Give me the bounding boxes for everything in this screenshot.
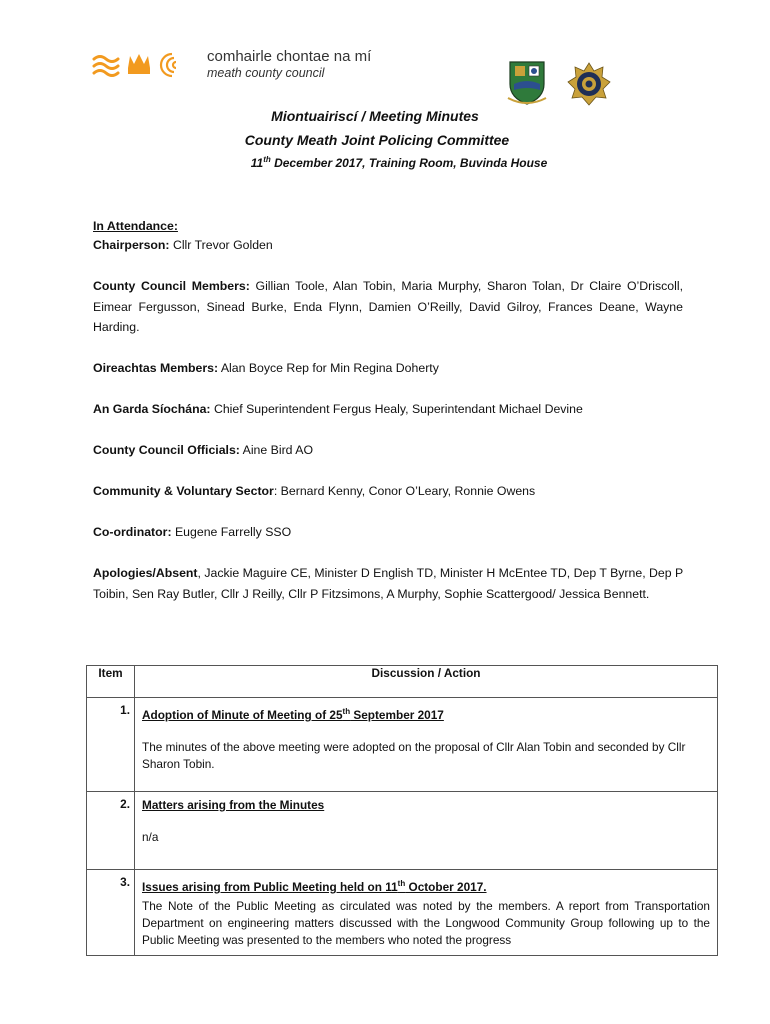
- column-header-discussion: Discussion / Action: [135, 666, 718, 698]
- item-discussion: [135, 870, 718, 956]
- attendance-heading: In Attendance:: [93, 219, 178, 233]
- community-value: : Bernard Kenny, Conor O’Leary, Ronnie Owens: [273, 484, 536, 498]
- item-title-sup: th: [397, 879, 406, 888]
- item-title: [142, 797, 710, 814]
- officials-label: County Council Officials:: [93, 443, 240, 457]
- item-discussion: [135, 698, 718, 792]
- item-number: 2.: [87, 792, 135, 870]
- community-label: Community & Voluntary Sector: [93, 484, 274, 498]
- title-minutes: Miontuairiscí / Meeting Minutes: [271, 108, 479, 124]
- item-title-post: September 2017: [350, 707, 444, 722]
- item-number: 3.: [87, 870, 135, 956]
- coordinator-value: Eugene Farrelly SSO: [171, 525, 292, 539]
- date-suffix: th: [263, 155, 271, 164]
- garda-line: [93, 399, 683, 420]
- title-date-venue: [14, 155, 770, 170]
- council-members-value: Gillian Toole, Alan Tobin, Maria Murphy, Sharon Tolan, Dr Claire O’Driscoll, Eimear Fergusson, Sinead Burke, Enda Flynn, Damien O’Reilly, David Gilroy, Frances Deane, Wayne Harding.: [93, 279, 683, 334]
- coordinator-label: Co-ordinator:: [93, 525, 172, 539]
- council-members-line: [93, 276, 683, 338]
- chairperson-label: Chairperson:: [93, 238, 170, 252]
- minutes-table: [86, 665, 718, 956]
- oireachtas-label: Oireachtas Members:: [93, 361, 219, 375]
- council-logo-icon: [92, 50, 188, 80]
- community-line: [93, 481, 683, 502]
- oireachtas-line: [93, 358, 683, 379]
- table-row: [87, 792, 718, 870]
- item-title-text: Adoption of Minute of Meeting of 25: [142, 707, 343, 722]
- garda-badge-icon: [567, 62, 611, 106]
- item-number: 1.: [87, 698, 135, 792]
- item-text: The Note of the Public Meeting as circulated was noted by the members. A report from Transportation Department on engineering matters discussed with the Longwood Community Group following up to the Public Meeting was presented to the members who noted the progress: [142, 898, 710, 947]
- item-text: The minutes of the above meeting were adopted on the proposal of Cllr Alan Tobin and seconded by Cllr Sharon Tobin.: [142, 739, 686, 771]
- apologies-value: , Jackie Maguire CE, Minister D English TD, Minister H McEntee TD, Dep T Byrne, Dep P Toibin, Sen Ray Butler, Cllr J Reilly, Cllr P Fitzsimons, A Murphy, Sophie Scattergood/ Jessica Bennett.: [93, 566, 683, 601]
- coordinator-line: [93, 522, 683, 543]
- item-title: [142, 703, 710, 724]
- chairperson-line: [93, 235, 683, 256]
- apologies-line: [93, 563, 683, 604]
- table-row: [87, 870, 718, 956]
- officials-line: [93, 440, 683, 461]
- council-members-label: County Council Members:: [93, 279, 250, 293]
- column-header-item: Item: [87, 666, 135, 698]
- item-title-sup: th: [342, 707, 351, 716]
- item-title-text: Matters arising from the Minutes: [142, 798, 325, 812]
- officials-value: Aine Bird AO: [239, 443, 314, 457]
- table-header-row: [87, 666, 718, 698]
- org-name-irish: comhairle chontae na mí: [207, 48, 372, 65]
- county-crest-icon: [506, 58, 548, 106]
- date-day: 11: [250, 156, 264, 170]
- title-committee: County Meath Joint Policing Committee: [244, 132, 510, 148]
- date-venue-rest: December 2017, Training Room, Buvinda House: [270, 156, 548, 170]
- garda-value: Chief Superintendent Fergus Healy, Superintendant Michael Devine: [210, 402, 583, 416]
- table-row: [87, 698, 718, 792]
- item-title: [142, 875, 710, 896]
- org-name-english: meath county council: [207, 66, 325, 80]
- item-title-post: October 2017.: [405, 879, 487, 894]
- apologies-label: Apologies/Absent: [93, 566, 198, 580]
- item-title-text: Issues arising from Public Meeting held on 11: [142, 879, 398, 894]
- chairperson-value: Cllr Trevor Golden: [169, 238, 273, 252]
- item-text: n/a: [142, 830, 159, 844]
- item-discussion: [135, 792, 718, 870]
- oireachtas-value: Alan Boyce Rep for Min Regina Doherty: [218, 361, 439, 375]
- garda-label: An Garda Síochána:: [93, 402, 211, 416]
- council-logo-text: [207, 48, 371, 81]
